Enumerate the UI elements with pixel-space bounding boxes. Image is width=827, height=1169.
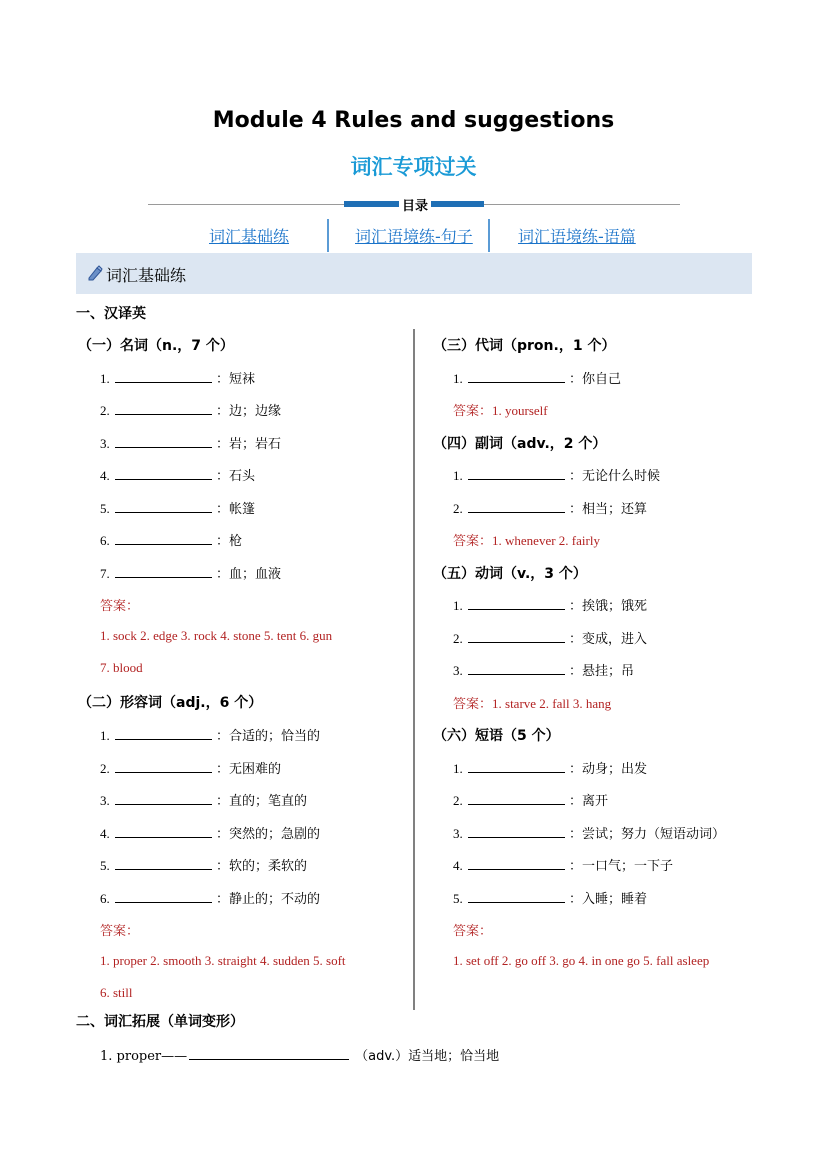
answer-blank[interactable] bbox=[468, 824, 565, 838]
toc-label: 目录 bbox=[399, 195, 431, 214]
toc-link-sentence[interactable]: 词汇语境练-句子 bbox=[355, 227, 473, 246]
phrases-heading: （六）短语（5 个） bbox=[433, 728, 560, 744]
list-item: 5. ：入睡；睡着 bbox=[453, 891, 648, 907]
list-item: 7. ：血；血液 bbox=[100, 566, 282, 582]
pencil-icon bbox=[86, 264, 104, 282]
answer-blank[interactable] bbox=[115, 726, 212, 740]
answer-text: 1. sock 2. edge 3. rock 4. stone 5. tent 6. gun bbox=[100, 628, 333, 643]
list-item: 2. ：离开 bbox=[453, 793, 609, 809]
toc-link-passage[interactable]: 词汇语境练-语篇 bbox=[518, 227, 636, 246]
answer-blank[interactable] bbox=[189, 1046, 349, 1060]
list-item: 6. ：枪 bbox=[100, 533, 243, 549]
list-item: 4. ：石头 bbox=[100, 468, 256, 484]
list-item: 6. ：静止的；不动的 bbox=[100, 891, 321, 907]
column-divider bbox=[413, 329, 415, 1010]
toc-link-basic[interactable]: 词汇基础练 bbox=[209, 227, 290, 246]
list-item: 1. ：短袜 bbox=[100, 371, 256, 387]
answer-blank[interactable] bbox=[468, 661, 565, 675]
adverbs-heading: （四）副词（adv.，2 个） bbox=[433, 436, 607, 452]
list-item: 5. ：帐篷 bbox=[100, 501, 256, 517]
page-title: Module 4 Rules and suggestions bbox=[212, 108, 615, 133]
answer-blank[interactable] bbox=[468, 856, 565, 870]
answer-blank[interactable] bbox=[115, 434, 212, 448]
answer-blank[interactable] bbox=[115, 791, 212, 805]
list-item: 3. ：悬挂；吊 bbox=[453, 663, 635, 679]
list-item: 1. ：动身；出发 bbox=[453, 761, 648, 777]
answer-text: 答案：1. whenever 2. fairly bbox=[453, 533, 600, 549]
answer-blank[interactable] bbox=[468, 369, 565, 383]
list-item: 2. ：相当；还算 bbox=[453, 501, 648, 517]
answer-blank[interactable] bbox=[115, 856, 212, 870]
list-item: 1. proper—— （adv.）适当地；恰当地 bbox=[100, 1045, 499, 1064]
verbs-heading: （五）动词（v.，3 个） bbox=[433, 566, 587, 582]
list-item: 3. ：岩；岩石 bbox=[100, 436, 282, 452]
list-item: 1. ：合适的；恰当的 bbox=[100, 728, 321, 744]
answer-blank[interactable] bbox=[115, 401, 212, 415]
answer-blank[interactable] bbox=[468, 889, 565, 903]
list-item: 1. ：挨饿；饿死 bbox=[453, 598, 648, 614]
answer-blank[interactable] bbox=[468, 499, 565, 513]
answer-blank[interactable] bbox=[468, 791, 565, 805]
part1-heading: 一、汉译英 bbox=[76, 306, 146, 322]
list-item: 2. ：边；边缘 bbox=[100, 403, 282, 419]
list-item: 1. ：无论什么时候 bbox=[453, 468, 661, 484]
toc-bar-left bbox=[344, 201, 400, 207]
answer-text: 答案：1. starve 2. fall 3. hang bbox=[453, 696, 612, 712]
answer-blank[interactable] bbox=[115, 759, 212, 773]
section-banner bbox=[76, 253, 752, 294]
nouns-heading: （一）名词（n.，7 个） bbox=[78, 338, 234, 354]
list-item: 3. ：尝试；努力（短语动词） bbox=[453, 826, 726, 842]
answer-blank[interactable] bbox=[115, 466, 212, 480]
list-item: 4. ：一口气；一下子 bbox=[453, 858, 674, 874]
toc-separator bbox=[488, 219, 490, 252]
answer-text: 6. still bbox=[100, 985, 133, 1000]
answer-label: 答案： bbox=[100, 599, 140, 614]
list-item: 1. ：你自己 bbox=[453, 371, 622, 387]
page-subtitle: 词汇专项过关 bbox=[350, 155, 477, 179]
toc-separator bbox=[327, 219, 329, 252]
answer-blank[interactable] bbox=[115, 369, 212, 383]
answer-blank[interactable] bbox=[468, 466, 565, 480]
part2-heading: 二、词汇拓展（单词变形） bbox=[76, 1014, 244, 1030]
answer-text: 答案：1. yourself bbox=[453, 403, 548, 419]
answer-blank[interactable] bbox=[115, 824, 212, 838]
answer-blank[interactable] bbox=[468, 596, 565, 610]
list-item: 4. ：突然的；急剧的 bbox=[100, 826, 321, 842]
section-banner-title: 词汇基础练 bbox=[106, 266, 187, 285]
list-item: 3. ：直的；笔直的 bbox=[100, 793, 308, 809]
answer-text: 7. blood bbox=[100, 660, 143, 675]
list-item: 2. ：无困难的 bbox=[100, 761, 282, 777]
adjectives-heading: （二）形容词（adj.，6 个） bbox=[78, 695, 263, 711]
answer-label: 答案： bbox=[453, 924, 493, 939]
list-item: 2. ：变成，进入 bbox=[453, 631, 648, 647]
answer-label: 答案： bbox=[100, 924, 140, 939]
toc-bar-right bbox=[430, 201, 484, 207]
answer-blank[interactable] bbox=[468, 629, 565, 643]
answer-text: 1. set off 2. go off 3. go 4. in one go 5. fall asleep bbox=[453, 953, 710, 968]
answer-blank[interactable] bbox=[115, 531, 212, 545]
answer-text: 1. proper 2. smooth 3. straight 4. sudden 5. soft bbox=[100, 953, 346, 968]
answer-blank[interactable] bbox=[468, 759, 565, 773]
answer-blank[interactable] bbox=[115, 564, 212, 578]
answer-blank[interactable] bbox=[115, 499, 212, 513]
answer-blank[interactable] bbox=[115, 889, 212, 903]
list-item: 5. ：软的；柔软的 bbox=[100, 858, 308, 874]
pronouns-heading: （三）代词（pron.，1 个） bbox=[433, 338, 616, 354]
